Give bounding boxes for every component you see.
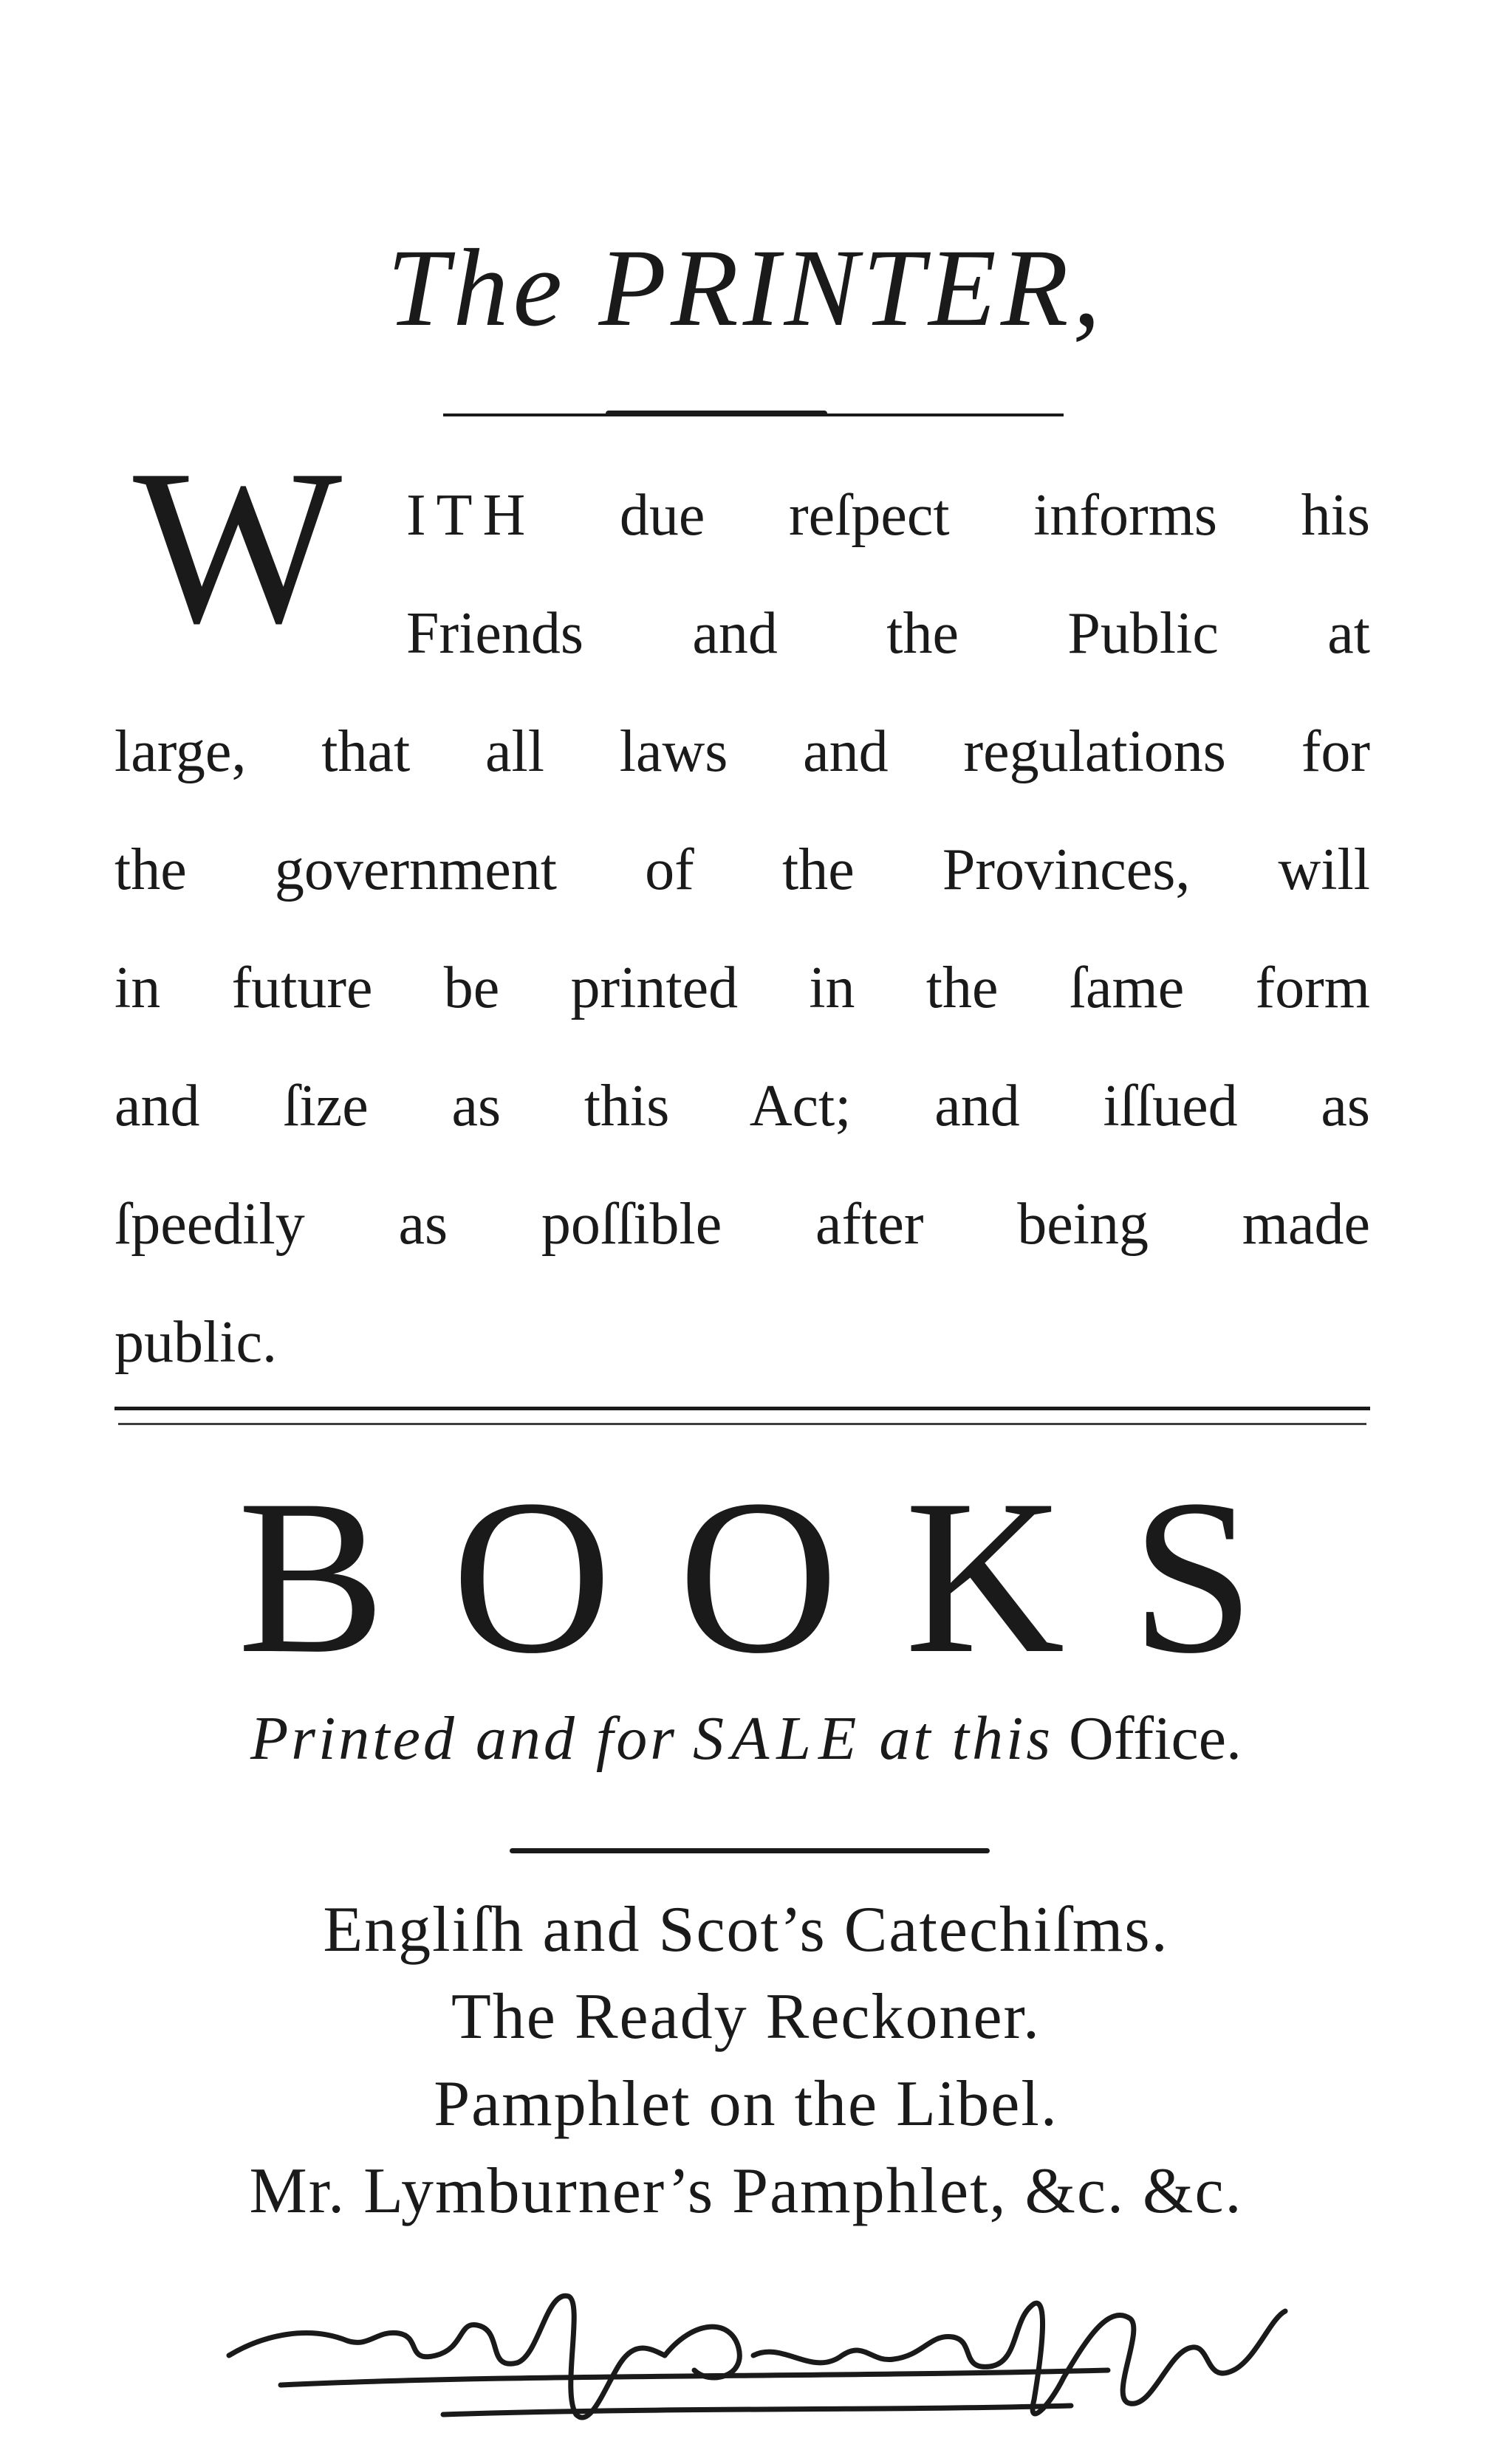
title-printer: PRINTER, (598, 227, 1105, 349)
book-list-item: The Ready Reckoner. (451, 1981, 1041, 2053)
notice-line-5: in future be printed in the ſame form (114, 955, 1370, 1020)
notice-line-7: ſpeedily as poſſible after being made (114, 1192, 1370, 1257)
notice-line-8: public. (114, 1310, 277, 1375)
sub-printed-and-for: Printed and for (250, 1704, 677, 1773)
books-heading: BOOKS (237, 1454, 1321, 1699)
books-rule (510, 1848, 990, 1853)
title-the: The (387, 227, 567, 349)
sub-sale: SALE (692, 1704, 864, 1773)
page-title (0, 222, 1492, 354)
notice-line-6: and ſize as this Act; and iſſued as (114, 1074, 1370, 1139)
sub-at-this: at this (879, 1704, 1054, 1773)
notice-line-1 (406, 456, 1370, 574)
book-list (0, 1887, 1492, 2235)
notice-line-3: large, that all laws and regulations for (114, 719, 1370, 784)
books-subheading (0, 1698, 1492, 1780)
notice-line-1-rest: due reſpect informs his (619, 483, 1370, 548)
book-list-item: Mr. Lymburner’s Pamphlet, &c. &c. (249, 2155, 1243, 2227)
book-list-item: Engliſh and Scot’s Catechiſms. (323, 1894, 1169, 1966)
notice-line-4: the government of the Provinces, will (114, 837, 1370, 902)
drop-cap: W (133, 424, 343, 669)
section-divider (114, 1407, 1370, 1410)
book-list-item: Pamphlet on the Libel. (434, 2068, 1058, 2140)
section-divider-thin (118, 1423, 1366, 1425)
title-rule-ornament (606, 411, 827, 416)
notice-line-2: Friends and the Public at (406, 601, 1370, 666)
sub-office: Office. (1069, 1704, 1242, 1773)
notice-line-1-caps: ITH (406, 483, 536, 548)
handwritten-signature (222, 2274, 1293, 2444)
